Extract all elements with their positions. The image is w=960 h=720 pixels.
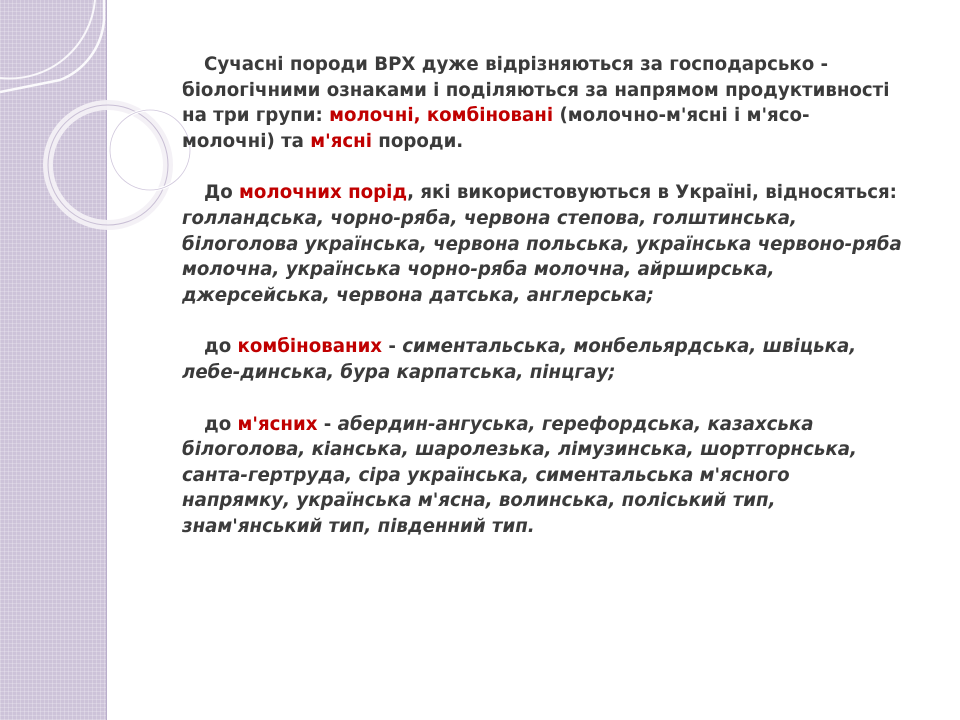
dairy-mid: , які використовуються в Україні, відносяться: [407, 182, 897, 204]
intro-text-before: Сучасні породи ВРХ дуже відрізняються за господарсько - біологічними ознаками і поділяються за напрямом продуктивності на три групи: [182, 54, 890, 127]
dairy-combined-highlight: молочні, комбіновані [329, 105, 554, 127]
combined-breeds-paragraph [182, 334, 902, 385]
combined-prefix: до [204, 336, 238, 358]
intro-paragraph [182, 52, 902, 154]
dairy-prefix: До [204, 182, 240, 204]
intro-text-after: породи. [371, 130, 464, 152]
decorative-side-band [0, 0, 107, 720]
intro-text-mid: (молочно-м'ясні і м'ясо-молочні) та [182, 105, 810, 152]
dairy-breeds-heading: молочних порід [239, 182, 408, 204]
dairy-breeds-paragraph [182, 180, 902, 308]
meat-breeds-list: абердин-ангуська, герефордська, казахська білоголова, кіанська, шаролезька, лімузинська, шортгорнська, санта-гертруда, сіра українська, симентальська м'ясного напрямку, українська м'ясна, волинська, поліський тип, знам'янський тип, південний тип. [182, 413, 857, 537]
meat-highlight: м'ясні [310, 130, 372, 152]
meat-prefix: до [204, 413, 238, 435]
slide-body [182, 52, 902, 566]
combined-breeds-heading: комбінованих [237, 336, 383, 358]
meat-breeds-paragraph [182, 412, 902, 540]
combined-breeds-list: симентальська, монбельярдська, швіцька, лебе-динська, бура карпатська, пінцгау; [182, 336, 857, 383]
meat-breeds-heading: м'ясних [237, 413, 318, 435]
combined-mid: - [382, 336, 403, 358]
dairy-breeds-list: голландська, чорно-ряба, червона степова, голштинська, білоголова українська, червона польська, українська червоно-ряба молочна, українська чорно-ряба молочна, айрширська, джерсейська, червона датська, англерська; [182, 207, 902, 306]
meat-mid: - [317, 413, 338, 435]
